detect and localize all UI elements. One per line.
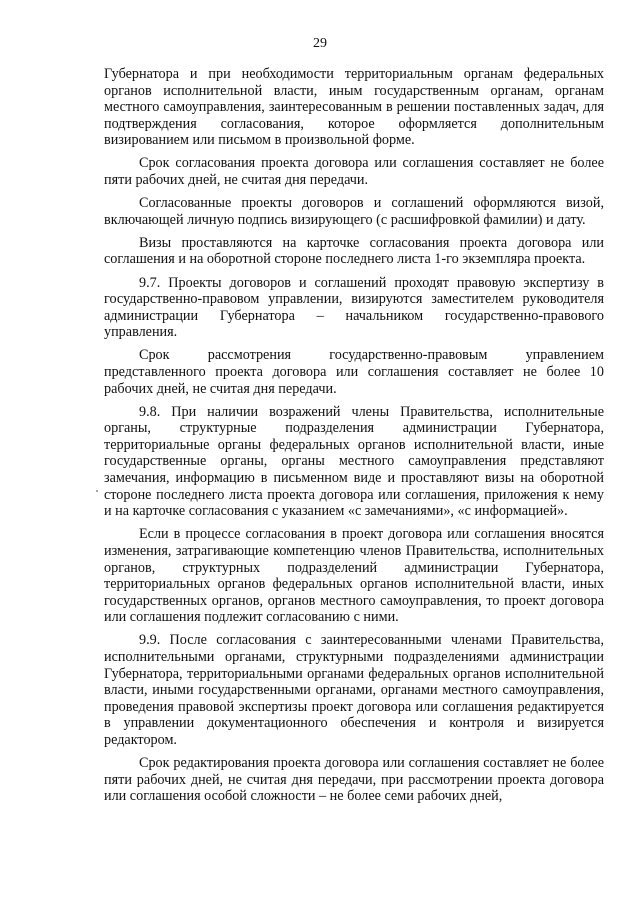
paragraph-visa-placement: Визы проставляются на карточке согласования проекта договора или соглашения и на оборотной стороне последнего листа 1-го экземпляра проекта. — [104, 234, 604, 268]
paragraph-9-9: 9.9. После согласования с заинтересованными членами Правительства, исполнительными органами, структурными подразделениями администрации Губернатора, территориальными органами федеральных органов исполнительной власти, иными государственными органами, органами местного самоуправления, проведения правовой экспертизы проект договора или соглашения редактируется в управлении документационного обеспечения и контроля и визируется редактором. — [104, 632, 604, 748]
paragraph-approval-term: Срок согласования проекта договора или соглашения составляет не более пяти рабочих дней, не считая дня передачи. — [104, 155, 604, 189]
page-number: 29 — [313, 36, 327, 51]
margin-mark — [96, 490, 98, 492]
paragraph-visa-format: Согласованные проекты договоров и соглашений оформляются визой, включающей личную подпись визирующего (с расшифровкой фамилии) и дату. — [104, 195, 604, 228]
document-body — [104, 66, 604, 805]
paragraph-continuation: Губернатора и при необходимости территориальным органам федеральных органов исполнительной власти, иным государственным органам, органам местного самоуправления, заинтересованным в решении поставленных задач, для подтверждения согласования, которое оформляется дополнительным визированием или письмом в произвольной форме. — [104, 66, 604, 149]
paragraph-9-7: 9.7. Проекты договоров и соглашений проходят правовую экспертизу в государственно-правовом управлении, визируются заместителем руководителя администрации Губернатора – начальником государственно-правового управления. — [104, 274, 604, 341]
paragraph-editing-term: Срок редактирования проекта договора или соглашения составляет не более пяти рабочих дней, не считая дня передачи, при рассмотрении проекта договора или соглашения особой сложности – не более семи рабочих дней, — [104, 755, 604, 805]
paragraph-9-8: 9.8. При наличии возражений члены Правительства, исполнительные органы, структурные подразделения администрации Губернатора, территориальные органы федеральных органов исполнительной власти, иные государственные органы, органы местного самоуправления представляют замечания, информацию в письменном виде и проставляют визы на оборотной стороне последнего листа проекта договора или соглашения, приложения к нему и на карточке согласования с указанием «с замечаниями», «с информацией». — [104, 403, 604, 520]
paragraph-changes: Если в процессе согласования в проект договора или соглашения вносятся изменения, затрагивающие компетенцию членов Правительства, исполнительных органов, структурных подразделений администрации Губернатора, территориальных органов федеральных органов исполнительной власти, иных государственных органов, органов местного самоуправления, то проект договора или соглашения подлежит согласованию с ними. — [104, 526, 604, 626]
paragraph-legal-review-term: Срок рассмотрения государственно-правовым управлением представленного проекта договора или соглашения составляет не более 10 рабочих дней, не считая дня передачи. — [104, 347, 604, 397]
